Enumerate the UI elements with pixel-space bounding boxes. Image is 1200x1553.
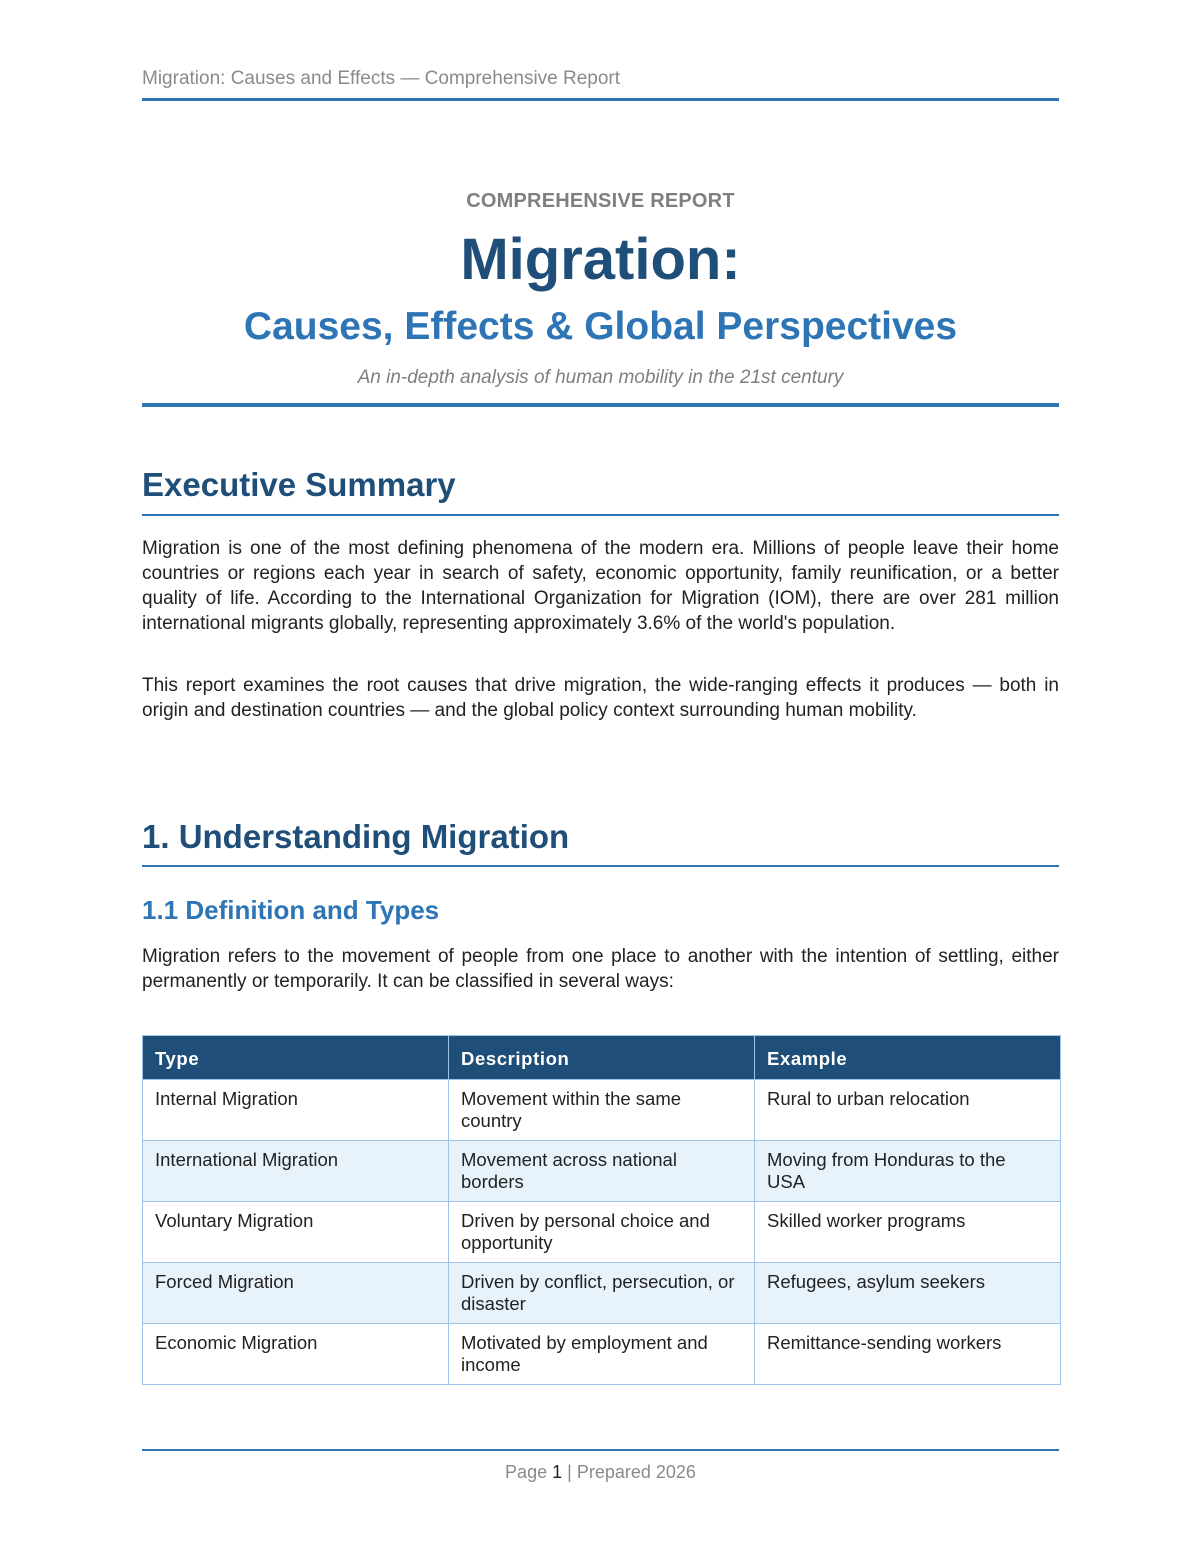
table-cell: Driven by personal choice and opportunity — [449, 1202, 755, 1263]
report-kicker: COMPREHENSIVE REPORT — [466, 190, 735, 212]
table-row — [143, 1080, 1061, 1141]
section-1-1-heading: 1.1 Definition and Types — [142, 895, 440, 925]
table-cell: Driven by conflict, persecution, or disaster — [449, 1263, 755, 1324]
section-1-heading: 1. Understanding Migration — [142, 818, 570, 855]
footer-separator: | — [567, 1462, 572, 1482]
executive-summary-heading: Executive Summary — [142, 466, 456, 503]
table-row — [143, 1263, 1061, 1324]
table-cell: Refugees, asylum seekers — [755, 1263, 1061, 1324]
table-cell: Forced Migration — [143, 1263, 449, 1324]
footer-prepared: Prepared 2026 — [576, 1462, 696, 1482]
section-1-1-intro: Migration refers to the movement of people from one place to another with the intention of settling, either permanently or temporarily. It can be classified in several ways: — [142, 946, 1059, 992]
table-cell: Rural to urban relocation — [755, 1080, 1061, 1141]
tagline: An in-depth analysis of human mobility in the 21st century — [357, 367, 844, 388]
column-header-type: Type — [143, 1036, 449, 1080]
migration-types-table — [142, 1035, 1061, 1385]
executive-summary-paragraph-1: Migration is one of the most defining phenomena of the modern era. Millions of people leave their home countries or regions each year in search of safety, economic opportunity, family reunification, or a better quality of life. According to the International Organization for Migration (IOM), there are over 281 million international migrants globally, representing approximately 3.6% of the world's population. — [142, 538, 1059, 634]
page-title: Migration: — [460, 227, 741, 292]
table-cell: Internal Migration — [143, 1080, 449, 1141]
table-header-row — [143, 1036, 1061, 1080]
page-subtitle: Causes, Effects & Global Perspectives — [243, 305, 958, 348]
table-cell: Movement within the same country — [449, 1080, 755, 1141]
executive-summary-divider — [142, 514, 1059, 516]
title-divider — [142, 403, 1059, 407]
running-header: Migration: Causes and Effects — Comprehensive Report — [142, 68, 621, 89]
table-cell: Skilled worker programs — [755, 1202, 1061, 1263]
executive-summary-paragraph-2: This report examines the root causes that drive migration, the wide-ranging effects it produces — both in origin and destination countries — and the global policy context surrounding human mobility. — [142, 675, 1059, 721]
header-divider — [142, 98, 1059, 101]
footer-divider — [142, 1449, 1059, 1451]
footer-page-label: Page — [505, 1462, 548, 1482]
table-cell: Remittance-sending workers — [755, 1324, 1061, 1385]
section-1-divider — [142, 865, 1059, 867]
table-cell: Voluntary Migration — [143, 1202, 449, 1263]
table-cell: Motivated by employment and income — [449, 1324, 755, 1385]
table-row — [143, 1324, 1061, 1385]
table-row — [143, 1202, 1061, 1263]
column-header-example: Example — [755, 1036, 1061, 1080]
table-cell: International Migration — [143, 1141, 449, 1202]
table-cell: Movement across national borders — [449, 1141, 755, 1202]
column-header-description: Description — [449, 1036, 755, 1080]
table-cell: Moving from Honduras to the USA — [755, 1141, 1061, 1202]
page-footer — [142, 1462, 1059, 1483]
footer-page-number: 1 — [552, 1462, 563, 1482]
table-cell: Economic Migration — [143, 1324, 449, 1385]
table-row — [143, 1141, 1061, 1202]
